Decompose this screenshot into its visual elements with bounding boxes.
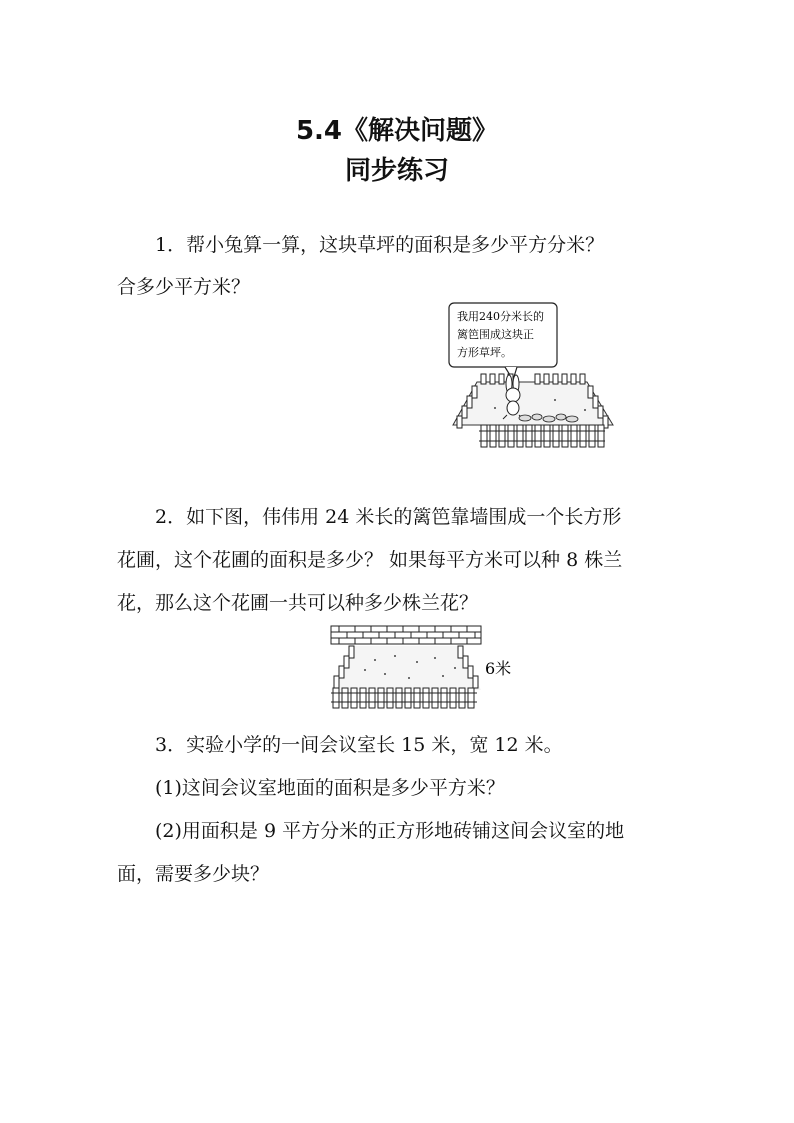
- fence-front-icon: [479, 425, 605, 447]
- side-length-label: 6米: [485, 659, 512, 678]
- lawn-rabbit-figure: [445, 300, 620, 455]
- q3-line-3: (2)用面积是 9 平方分米的正方形地砖铺这间会议室的地: [155, 820, 625, 842]
- q2-line-1: 2．如下图，伟伟用 24 米长的篱笆靠墙围成一个长方形: [155, 506, 622, 528]
- q1-line-2: 合多少平方米？: [117, 276, 251, 298]
- brick-wall-icon: [331, 626, 481, 644]
- bubble-line-2: 篱笆围成这块正: [457, 328, 534, 341]
- bubble-line-3: 方形草坪。: [457, 346, 512, 359]
- fence-front-icon: [331, 688, 477, 708]
- q1-line-1: 1．帮小兔算一算，这块草坪的面积是多少平方分米？: [155, 234, 605, 256]
- page-title: 5.4《解决问题》: [295, 116, 499, 146]
- q3-line-4: 面，需要多少块？: [117, 863, 270, 885]
- page-subtitle: 同步练习: [344, 156, 449, 186]
- q2-line-2: 花圃，这个花圃的面积是多少？ 如果每平方米可以种 8 株兰: [117, 549, 623, 571]
- q3-line-2: (1)这间会议室地面的面积是多少平方米？: [155, 777, 505, 799]
- q3-line-1: 3．实验小学的一间会议室长 15 米，宽 12 米。: [155, 734, 563, 756]
- flower-bed-figure: [325, 622, 520, 710]
- q2-line-3: 花，那么这个花圃一共可以种多少株兰花？: [117, 592, 479, 614]
- bubble-line-1: 我用240分米长的: [457, 310, 544, 323]
